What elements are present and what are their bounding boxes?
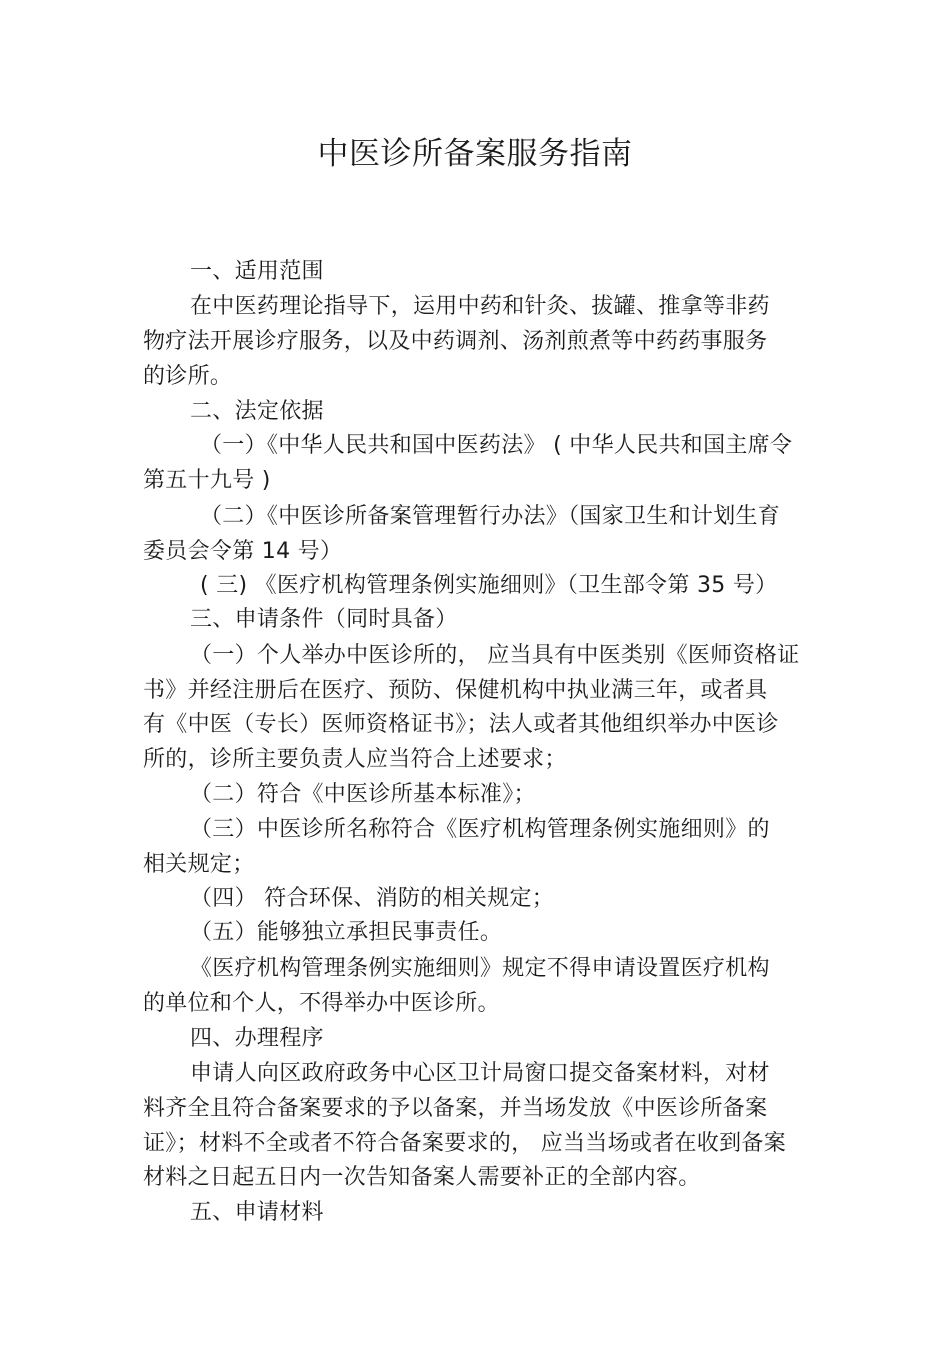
paragraph-line: 证》；材料不全或者不符合备案要求的， 应当当场或者在收到备案 [143, 1131, 786, 1156]
paragraph-line: 所的，诊所主要负责人应当符合上述要求； [143, 747, 567, 772]
paragraph-line: 材料之日起五日内一次告知备案人需要补正的全部内容。 [143, 1165, 701, 1190]
paragraph-line: 在中医药理论指导下，运用中药和针灸、拔罐、推拿等非药 [190, 294, 770, 319]
paragraph-line: 申请人向区政府政务中心区卫计局窗口提交备案材料，对材 [190, 1061, 770, 1086]
paragraph-line: 物疗法开展诊疗服务，以及中药调剂、汤剂煎煮等中药药事服务 [143, 329, 768, 354]
paragraph-line: 料齐全且符合备案要求的予以备案，并当场发放《中医诊所备案 [143, 1096, 768, 1121]
section-heading-conditions: 三、申请条件（同时具备） [190, 607, 458, 632]
section-heading-materials: 五、申请材料 [190, 1200, 324, 1225]
section-heading-legal-basis: 二、法定依据 [190, 399, 324, 424]
paragraph-line: （二）《中医诊所备案管理暂行办法》（国家卫生和计划生育 [200, 504, 781, 529]
paragraph-line: （一）个人举办中医诊所的， 应当具有中医类别《医师资格证 [190, 643, 800, 668]
paragraph-line: （四） 符合环保、消防的相关规定； [190, 886, 555, 911]
paragraph-line: 相关规定； [143, 852, 255, 877]
paragraph-line: ( 三) 《医疗机构管理条例实施细则》（卫生部令第 35 号） [200, 573, 778, 598]
paragraph-line: （一）《中华人民共和国中医药法》 ( 中华人民共和国主席令 [200, 433, 793, 458]
section-heading-scope: 一、适用范围 [190, 259, 324, 284]
paragraph-line: 的诊所。 [143, 364, 233, 389]
paragraph-line: （二）符合《中医诊所基本标准》； [190, 782, 536, 807]
paragraph-line: 的单位和个人，不得举办中医诊所。 [143, 991, 500, 1016]
paragraph-line: 委员会令第 14 号） [143, 539, 343, 564]
paragraph-line: （五）能够独立承担民事责任。 [190, 920, 503, 945]
paragraph-line: 书》并经注册后在医疗、预防、保健机构中执业满三年，或者具 [143, 678, 768, 703]
paragraph-line: （三）中医诊所名称符合《医疗机构管理条例实施细则》的 [190, 817, 770, 842]
document-title: 中医诊所备案服务指南 [317, 136, 633, 172]
paragraph-line: 《医疗机构管理条例实施细则》规定不得申请设置医疗机构 [190, 956, 770, 981]
paragraph-line: 有《中医（专长）医师资格证书》；法人或者其他组织举办中医诊 [143, 712, 779, 737]
paragraph-line: 第五十九号 ) [143, 468, 271, 493]
section-heading-procedure: 四、办理程序 [190, 1026, 324, 1051]
